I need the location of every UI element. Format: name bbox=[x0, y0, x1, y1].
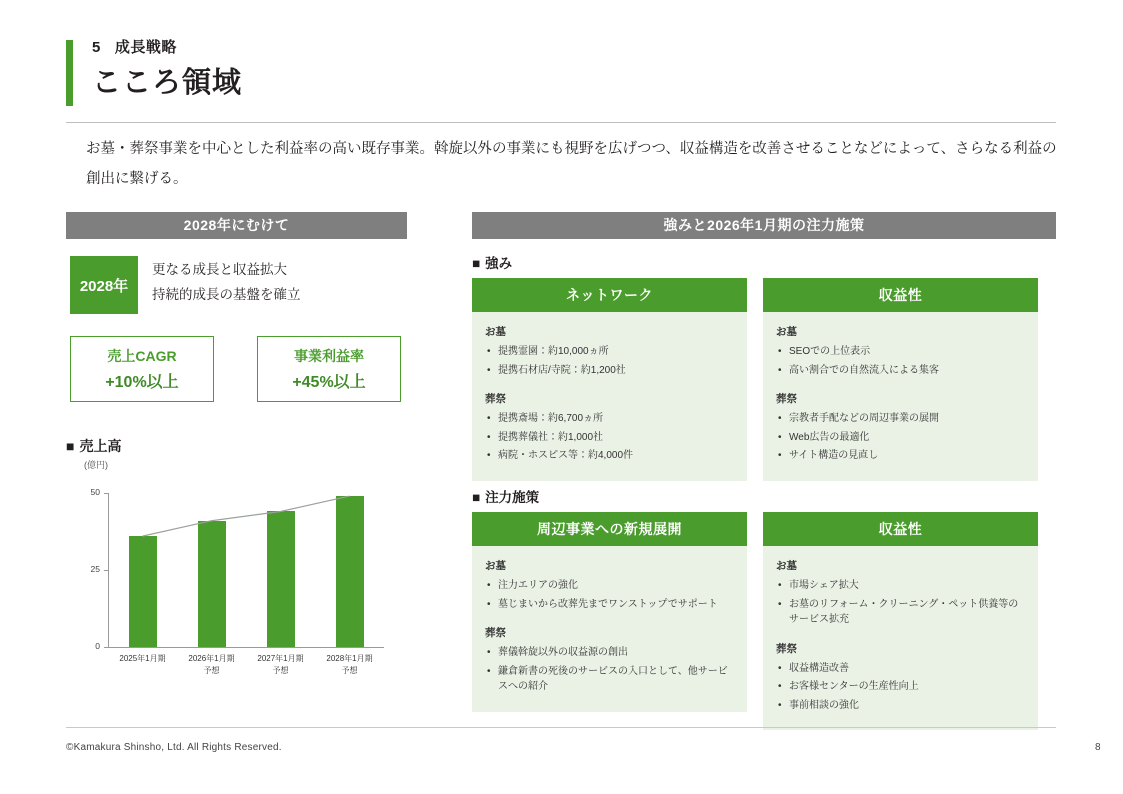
kpi-value: +45%以上 bbox=[292, 374, 366, 391]
year-goal-row bbox=[66, 256, 407, 314]
info-card-list bbox=[485, 411, 734, 464]
list-item: • 高い割合での自然流入による集客 bbox=[776, 363, 1025, 379]
chart-plot-area bbox=[66, 475, 396, 680]
x-axis-tick-label-main: 2026年1月期 bbox=[188, 654, 235, 663]
kpi-value: +10%以上 bbox=[105, 374, 179, 391]
strength-heading-label: 強み bbox=[485, 256, 513, 271]
info-card-title: 収益性 bbox=[763, 512, 1038, 546]
info-card-body bbox=[763, 312, 1038, 481]
x-axis-tick-label-sub: 予想 bbox=[272, 665, 289, 675]
y-axis-tick-label: 25 bbox=[90, 564, 100, 574]
measures-heading bbox=[472, 486, 1056, 506]
info-card-body bbox=[472, 546, 747, 712]
section-number: 5 bbox=[92, 39, 101, 56]
list-item: • お客様センターの生産性向上 bbox=[776, 679, 1025, 695]
info-card-list bbox=[485, 645, 734, 695]
year-badge: 2028年 bbox=[70, 256, 138, 314]
info-card-list bbox=[776, 578, 1025, 628]
right-section-bar: 強みと2026年1月期の注力施策 bbox=[472, 212, 1056, 239]
info-card-title: 周辺事業への新規展開 bbox=[472, 512, 747, 546]
measures-heading-label: 注力施策 bbox=[485, 490, 540, 505]
info-card-list bbox=[776, 661, 1025, 714]
list-item: • 提携石材店/寺院：約1,200社 bbox=[485, 363, 734, 379]
kpi-card-cagr bbox=[70, 336, 214, 402]
x-axis-tick-label-sub: 予想 bbox=[203, 665, 220, 675]
chart-trend-line bbox=[66, 475, 396, 680]
list-item: • 提携葬儀社：約1,000社 bbox=[485, 430, 734, 446]
list-item: • 事前相談の強化 bbox=[776, 698, 1025, 714]
info-card-list bbox=[776, 411, 1025, 464]
year-goal-text bbox=[152, 258, 301, 308]
kpi-card-profit-rate bbox=[257, 336, 401, 402]
info-card-group-label: お墓 bbox=[776, 560, 797, 572]
bullet-square-icon: ■ bbox=[66, 438, 75, 454]
x-axis-tick-label-sub: 予想 bbox=[341, 665, 358, 675]
right-column bbox=[472, 212, 1056, 711]
y-axis-tick-label: 50 bbox=[90, 487, 100, 497]
kpi-row bbox=[66, 336, 407, 400]
info-card-body bbox=[472, 312, 747, 481]
list-item: • 提携霊園：約10,000ヵ所 bbox=[485, 344, 734, 360]
list-item: • 提携斎場：約6,700ヵ所 bbox=[485, 411, 734, 427]
info-card-title: ネットワーク bbox=[472, 278, 747, 312]
kpi-label: 事業利益率 bbox=[294, 348, 364, 364]
copyright-text: ©Kamakura Shinsho, Ltd. All Rights Reserved. bbox=[66, 742, 282, 753]
info-card bbox=[472, 512, 747, 730]
info-card-group-label: 葬祭 bbox=[485, 393, 506, 405]
header-divider bbox=[66, 122, 1056, 123]
list-item: • 葬儀斡旋以外の収益源の創出 bbox=[485, 645, 734, 661]
section-name: 成長戦略 bbox=[114, 39, 177, 56]
year-goal-line-1: 更なる成長と収益拡大 bbox=[152, 262, 287, 277]
left-column bbox=[66, 212, 407, 675]
bullet-square-icon: ■ bbox=[472, 256, 481, 271]
measure-card-grid bbox=[472, 512, 1056, 730]
info-card-list bbox=[485, 344, 734, 378]
page-title: こころ領域 bbox=[92, 67, 243, 99]
list-item: • 注力エリアの強化 bbox=[485, 578, 734, 594]
list-item: • サイト構造の見直し bbox=[776, 448, 1025, 464]
kpi-label: 売上CAGR bbox=[107, 348, 177, 364]
left-section-bar: 2028年にむけて bbox=[66, 212, 407, 239]
list-item: • お墓のリフォーム・クリーニング・ペット供養等のサービス拡充 bbox=[776, 597, 1025, 628]
measures-block bbox=[472, 486, 1056, 730]
info-card-body bbox=[763, 546, 1038, 730]
list-item: • 宗教者手配などの周辺事業の展開 bbox=[776, 411, 1025, 427]
x-axis-tick-label-main: 2027年1月期 bbox=[257, 654, 304, 663]
footer-divider bbox=[66, 727, 1056, 728]
list-item: • 市場シェア拡大 bbox=[776, 578, 1025, 594]
revenue-chart bbox=[66, 436, 407, 680]
list-item: • SEOでの上位表示 bbox=[776, 344, 1025, 360]
x-axis-tick-label-main: 2028年1月期 bbox=[326, 654, 373, 663]
info-card-list bbox=[776, 344, 1025, 378]
info-card-group-label: 葬祭 bbox=[485, 627, 506, 639]
y-axis-tick-label: 0 bbox=[95, 641, 100, 651]
info-card-title: 収益性 bbox=[763, 278, 1038, 312]
info-card-list bbox=[485, 578, 734, 612]
chart-unit-label: (億円) bbox=[84, 460, 108, 470]
list-item: • 墓じまいから改葬先までワンストップでサポート bbox=[485, 597, 734, 613]
info-card bbox=[763, 512, 1038, 730]
list-item: • 収益構造改善 bbox=[776, 661, 1025, 677]
info-card-group-label: 葬祭 bbox=[776, 393, 797, 405]
info-card-group-label: お墓 bbox=[776, 326, 797, 338]
page-number: 8 bbox=[1095, 742, 1101, 753]
strength-heading bbox=[472, 252, 1056, 272]
info-card bbox=[472, 278, 747, 481]
section-eyebrow bbox=[92, 36, 177, 57]
info-card-group-label: 葬祭 bbox=[776, 642, 797, 655]
x-axis-tick-label-main: 2025年1月期 bbox=[119, 654, 166, 663]
info-card bbox=[763, 278, 1038, 481]
strength-block bbox=[472, 252, 1056, 481]
info-card-group-label: お墓 bbox=[485, 326, 506, 338]
list-item: • Web広告の最適化 bbox=[776, 430, 1025, 446]
header-accent-bar bbox=[66, 40, 73, 106]
chart-heading bbox=[66, 436, 407, 456]
chart-heading-label: 売上高 bbox=[79, 438, 122, 454]
info-card-group-label: お墓 bbox=[485, 560, 506, 572]
year-goal-line-2: 持続的成長の基盤を確立 bbox=[152, 286, 301, 302]
lead-paragraph: お墓・葬祭事業を中心とした利益率の高い既存事業。斡旋以外の事業にも視野を広げつつ、収益構造を改善させることなどによって、さらなる利益の創出に繋げる。 bbox=[86, 141, 1057, 187]
list-item: • 鎌倉新書の死後のサービスの入口として、他サービスへの紹介 bbox=[485, 664, 734, 695]
bullet-square-icon: ■ bbox=[472, 490, 481, 505]
strength-card-grid bbox=[472, 278, 1056, 481]
list-item: • 病院・ホスピス等：約4,000件 bbox=[485, 448, 734, 464]
